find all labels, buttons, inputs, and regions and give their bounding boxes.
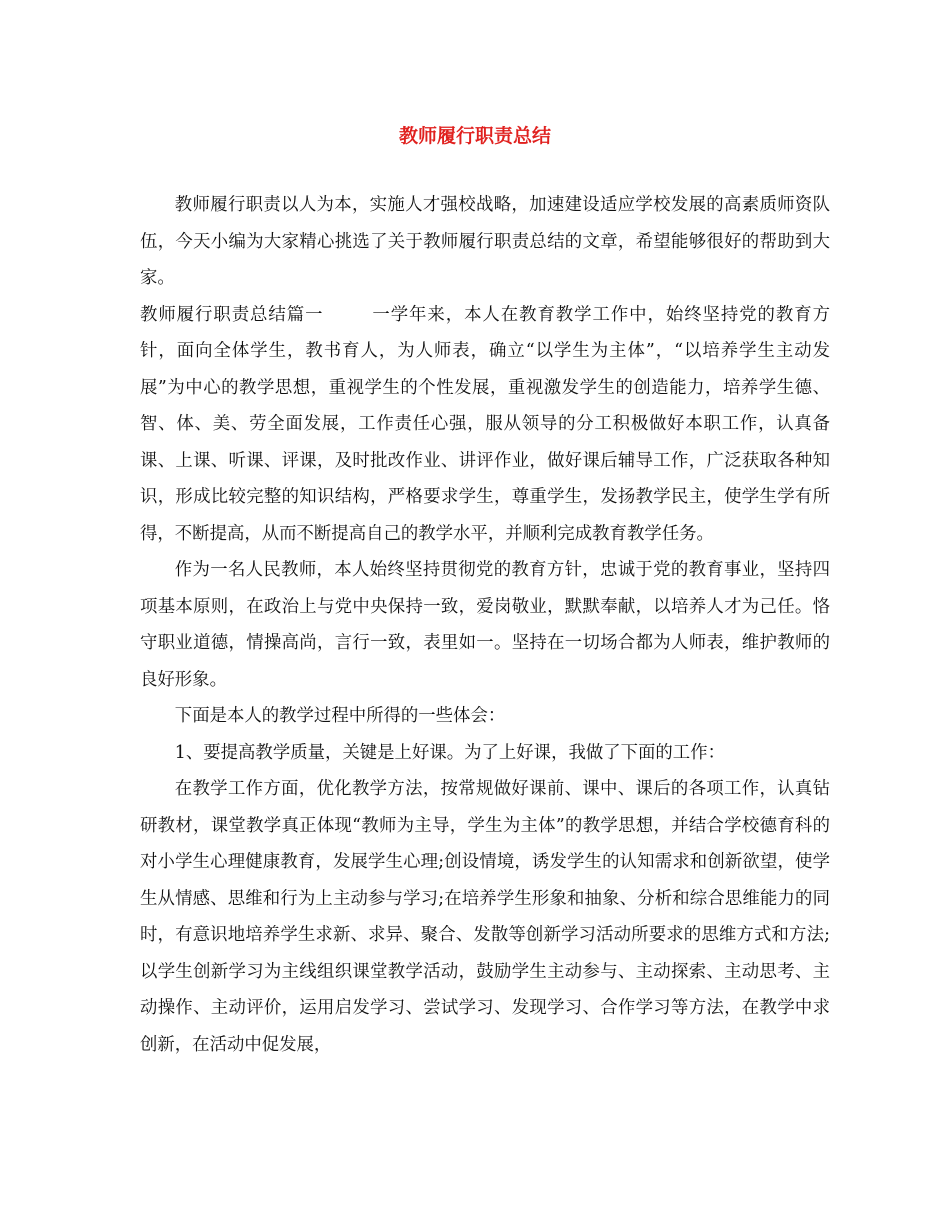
paragraph-4: 1、要提高教学质量，关键是上好课。为了上好课，我做了下面的工作：	[174, 742, 725, 763]
document-body	[140, 187, 830, 1063]
paragraph-5: 在教学工作方面，优化教学方法，按常规做好课前、课中、课后的各项工作，认真钻研教材，课堂教学真正体现“教师为主导，学生为主体”的教学思想，并结合学校德育科的对小学生心理健康教育，发展学生心理;创设情境，诱发学生的认知需求和创新欲望，使学生从情感、思维和行为上主动参与学习;在培养学生形象和抽象、分析和综合思维能力的同时，有意识地培养学生求新、求异、聚合、发散等创新学习活动所要求的思维方式和方法;以学生创新学习为主线组织课堂教学活动，鼓励学生主动参与、主动探索、主动思考、主动操作、主动评价，运用启发学习、尝试学习、发现学习、合作学习等方法，在教学中求创新，在活动中促发展，	[140, 779, 830, 1055]
section1-heading: 教师履行职责总结篇一	[140, 304, 324, 325]
document-title: 教师履行职责总结	[398, 125, 551, 147]
section1-paragraph	[140, 297, 830, 553]
paragraph-2: 作为一名人民教师，本人始终坚持贯彻党的教育方针，忠诚于党的教育事业，坚持四项基本原则，在政治上与党中央保持一致，爱岗敬业，默默奉献，以培养人才为己任。恪守职业道德，情操高尚，言行一致，表里如一。坚持在一切场合都为人师表，维护教师的良好形象。	[140, 560, 830, 690]
section1-text: 一学年来，本人在教育教学工作中，始终坚持党的教育方针，面向全体学生，教书育人，为人师表，确立“以学生为主体”，“以培养学生主动发展”为中心的教学思想，重视学生的个性发展，重视激发学生的创造能力，培养学生德、智、体、美、劳全面发展，工作责任心强，服从领导的分工积极做好本职工作，认真备课、上课、听课、评课，及时批改作业、讲评作业，做好课后辅导工作，广泛获取各种知识，形成比较完整的知识结构，严格要求学生，尊重学生，发扬教学民主，使学生学有所得，不断提高，从而不断提高自己的教学水平，并顺利完成教育教学任务。	[140, 304, 830, 544]
paragraph-3: 下面是本人的教学过程中所得的一些体会：	[174, 706, 506, 726]
intro-paragraph: 教师履行职责以人为本，实施人才强校战略，加速建设适应学校发展的高素质师资队伍，今天小编为大家精心挑选了关于教师履行职责总结的文章，希望能够很好的帮助到大家。	[140, 195, 830, 288]
